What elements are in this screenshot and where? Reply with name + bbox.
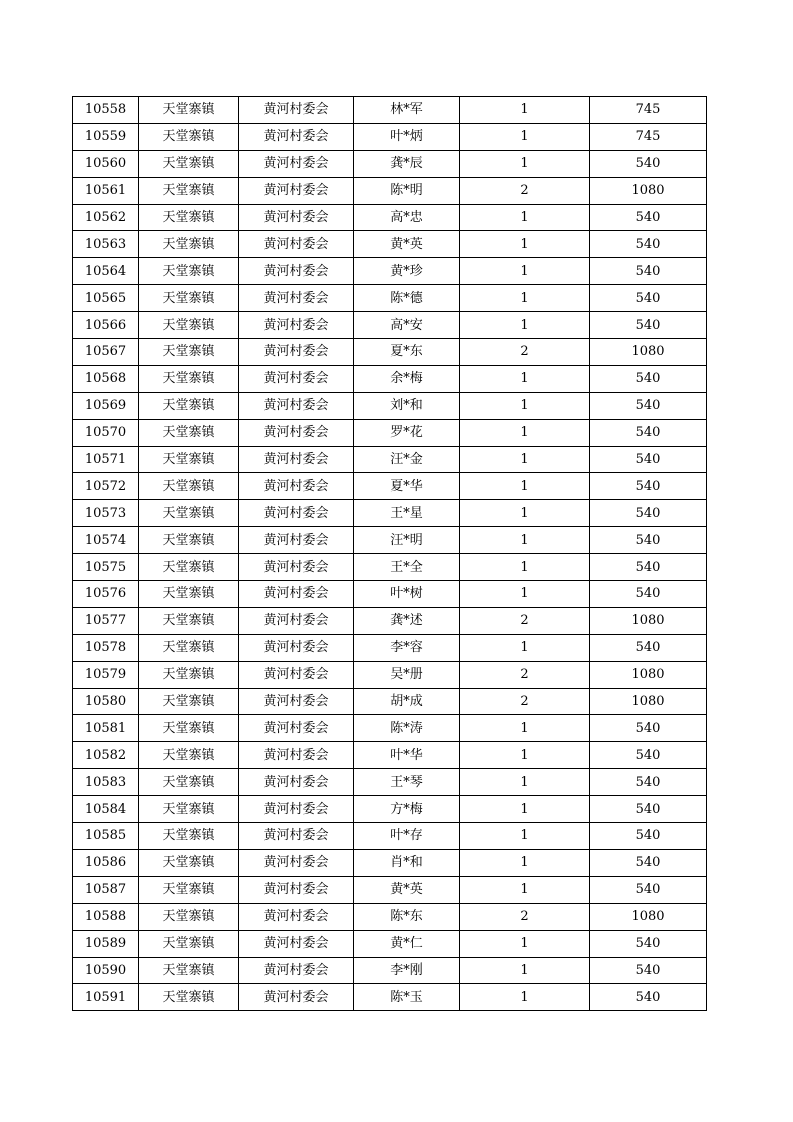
household-count-cell: 1 [460,715,590,742]
table-row [73,339,707,366]
serial-number-cell: 10578 [73,634,139,661]
amount-cell: 540 [590,204,707,231]
table-row [73,554,707,581]
amount-cell: 540 [590,876,707,903]
serial-number-cell: 10559 [73,123,139,150]
village-committee-cell: 黄河村委会 [239,769,354,796]
table-row [73,823,707,850]
serial-number-cell: 10579 [73,661,139,688]
town-cell: 天堂寨镇 [139,177,239,204]
amount-cell: 540 [590,581,707,608]
household-count-cell: 1 [460,957,590,984]
household-count-cell: 1 [460,473,590,500]
amount-cell: 540 [590,473,707,500]
village-committee-cell: 黄河村委会 [239,849,354,876]
name-cell: 陈*明 [354,177,460,204]
name-cell: 陈*玉 [354,984,460,1011]
village-committee-cell: 黄河村委会 [239,285,354,312]
serial-number-cell: 10568 [73,365,139,392]
town-cell: 天堂寨镇 [139,150,239,177]
serial-number-cell: 10573 [73,500,139,527]
household-count-cell: 1 [460,876,590,903]
serial-number-cell: 10563 [73,231,139,258]
household-count-cell: 1 [460,581,590,608]
table-row [73,500,707,527]
serial-number-cell: 10580 [73,688,139,715]
amount-cell: 540 [590,258,707,285]
town-cell: 天堂寨镇 [139,473,239,500]
household-count-cell: 2 [460,177,590,204]
table-row [73,957,707,984]
table-row [73,796,707,823]
household-count-cell: 1 [460,285,590,312]
table-row [73,715,707,742]
town-cell: 天堂寨镇 [139,849,239,876]
amount-cell: 1080 [590,339,707,366]
name-cell: 陈*德 [354,285,460,312]
town-cell: 天堂寨镇 [139,607,239,634]
household-count-cell: 1 [460,312,590,339]
town-cell: 天堂寨镇 [139,823,239,850]
amount-cell: 540 [590,392,707,419]
household-count-cell: 2 [460,339,590,366]
town-cell: 天堂寨镇 [139,97,239,124]
table-row [73,688,707,715]
household-count-cell: 1 [460,527,590,554]
amount-cell: 540 [590,150,707,177]
village-committee-cell: 黄河村委会 [239,177,354,204]
name-cell: 吴*册 [354,661,460,688]
town-cell: 天堂寨镇 [139,258,239,285]
town-cell: 天堂寨镇 [139,365,239,392]
amount-cell: 1080 [590,607,707,634]
serial-number-cell: 10584 [73,796,139,823]
name-cell: 龚*述 [354,607,460,634]
household-count-cell: 1 [460,634,590,661]
household-count-cell: 1 [460,123,590,150]
table-row [73,150,707,177]
household-count-cell: 1 [460,796,590,823]
name-cell: 黄*珍 [354,258,460,285]
amount-cell: 540 [590,796,707,823]
amount-cell: 1080 [590,903,707,930]
amount-cell: 540 [590,554,707,581]
amount-cell: 540 [590,715,707,742]
table-row [73,123,707,150]
serial-number-cell: 10582 [73,742,139,769]
serial-number-cell: 10589 [73,930,139,957]
name-cell: 肖*和 [354,849,460,876]
name-cell: 叶*树 [354,581,460,608]
serial-number-cell: 10569 [73,392,139,419]
name-cell: 王*琴 [354,769,460,796]
serial-number-cell: 10591 [73,984,139,1011]
name-cell: 黄*英 [354,231,460,258]
serial-number-cell: 10577 [73,607,139,634]
village-committee-cell: 黄河村委会 [239,231,354,258]
amount-cell: 540 [590,849,707,876]
town-cell: 天堂寨镇 [139,769,239,796]
serial-number-cell: 10564 [73,258,139,285]
household-count-cell: 1 [460,742,590,769]
serial-number-cell: 10576 [73,581,139,608]
name-cell: 黄*仁 [354,930,460,957]
town-cell: 天堂寨镇 [139,527,239,554]
table-row [73,876,707,903]
village-committee-cell: 黄河村委会 [239,661,354,688]
table-row [73,446,707,473]
town-cell: 天堂寨镇 [139,500,239,527]
serial-number-cell: 10571 [73,446,139,473]
serial-number-cell: 10575 [73,554,139,581]
serial-number-cell: 10572 [73,473,139,500]
serial-number-cell: 10574 [73,527,139,554]
table-row [73,661,707,688]
serial-number-cell: 10567 [73,339,139,366]
amount-cell: 540 [590,285,707,312]
town-cell: 天堂寨镇 [139,715,239,742]
name-cell: 罗*花 [354,419,460,446]
town-cell: 天堂寨镇 [139,581,239,608]
village-committee-cell: 黄河村委会 [239,581,354,608]
town-cell: 天堂寨镇 [139,984,239,1011]
household-count-cell: 2 [460,661,590,688]
village-committee-cell: 黄河村委会 [239,419,354,446]
amount-cell: 540 [590,500,707,527]
household-count-cell: 1 [460,446,590,473]
village-committee-cell: 黄河村委会 [239,554,354,581]
serial-number-cell: 10586 [73,849,139,876]
amount-cell: 1080 [590,177,707,204]
name-cell: 叶*炳 [354,123,460,150]
household-count-cell: 2 [460,903,590,930]
household-count-cell: 1 [460,554,590,581]
name-cell: 龚*辰 [354,150,460,177]
amount-cell: 540 [590,231,707,258]
name-cell: 胡*成 [354,688,460,715]
village-committee-cell: 黄河村委会 [239,823,354,850]
household-count-cell: 1 [460,419,590,446]
serial-number-cell: 10570 [73,419,139,446]
town-cell: 天堂寨镇 [139,688,239,715]
table-row [73,903,707,930]
table-row [73,97,707,124]
town-cell: 天堂寨镇 [139,796,239,823]
serial-number-cell: 10558 [73,97,139,124]
name-cell: 夏*华 [354,473,460,500]
table-row [73,177,707,204]
name-cell: 陈*东 [354,903,460,930]
town-cell: 天堂寨镇 [139,339,239,366]
table-row [73,930,707,957]
name-cell: 汪*明 [354,527,460,554]
amount-cell: 540 [590,769,707,796]
village-committee-cell: 黄河村委会 [239,312,354,339]
village-committee-cell: 黄河村委会 [239,150,354,177]
household-count-cell: 1 [460,258,590,285]
table-row [73,607,707,634]
amount-cell: 1080 [590,688,707,715]
serial-number-cell: 10562 [73,204,139,231]
village-committee-cell: 黄河村委会 [239,97,354,124]
table-row [73,742,707,769]
household-count-cell: 2 [460,607,590,634]
village-committee-cell: 黄河村委会 [239,715,354,742]
town-cell: 天堂寨镇 [139,957,239,984]
name-cell: 高*安 [354,312,460,339]
name-cell: 叶*存 [354,823,460,850]
amount-cell: 540 [590,419,707,446]
household-count-cell: 1 [460,231,590,258]
serial-number-cell: 10587 [73,876,139,903]
household-count-cell: 1 [460,97,590,124]
village-committee-cell: 黄河村委会 [239,984,354,1011]
amount-cell: 540 [590,930,707,957]
table-row [73,312,707,339]
amount-cell: 1080 [590,661,707,688]
town-cell: 天堂寨镇 [139,661,239,688]
name-cell: 夏*东 [354,339,460,366]
amount-cell: 540 [590,984,707,1011]
town-cell: 天堂寨镇 [139,446,239,473]
village-committee-cell: 黄河村委会 [239,446,354,473]
town-cell: 天堂寨镇 [139,392,239,419]
name-cell: 黄*英 [354,876,460,903]
village-committee-cell: 黄河村委会 [239,392,354,419]
serial-number-cell: 10585 [73,823,139,850]
amount-cell: 540 [590,446,707,473]
name-cell: 李*刚 [354,957,460,984]
table-row [73,581,707,608]
household-count-cell: 1 [460,150,590,177]
household-count-cell: 1 [460,984,590,1011]
name-cell: 林*军 [354,97,460,124]
name-cell: 余*梅 [354,365,460,392]
name-cell: 叶*华 [354,742,460,769]
household-count-cell: 1 [460,392,590,419]
household-count-cell: 1 [460,769,590,796]
amount-cell: 540 [590,957,707,984]
amount-cell: 540 [590,365,707,392]
town-cell: 天堂寨镇 [139,123,239,150]
serial-number-cell: 10566 [73,312,139,339]
village-committee-cell: 黄河村委会 [239,500,354,527]
serial-number-cell: 10588 [73,903,139,930]
name-cell: 高*忠 [354,204,460,231]
village-committee-cell: 黄河村委会 [239,123,354,150]
table-row [73,258,707,285]
name-cell: 王*全 [354,554,460,581]
village-committee-cell: 黄河村委会 [239,258,354,285]
serial-number-cell: 10560 [73,150,139,177]
serial-number-cell: 10583 [73,769,139,796]
table-row [73,419,707,446]
serial-number-cell: 10561 [73,177,139,204]
town-cell: 天堂寨镇 [139,930,239,957]
town-cell: 天堂寨镇 [139,634,239,661]
name-cell: 刘*和 [354,392,460,419]
village-committee-cell: 黄河村委会 [239,796,354,823]
table-row [73,392,707,419]
village-committee-cell: 黄河村委会 [239,527,354,554]
amount-cell: 540 [590,742,707,769]
town-cell: 天堂寨镇 [139,419,239,446]
name-cell: 王*星 [354,500,460,527]
amount-cell: 540 [590,312,707,339]
serial-number-cell: 10581 [73,715,139,742]
village-committee-cell: 黄河村委会 [239,930,354,957]
village-committee-cell: 黄河村委会 [239,473,354,500]
town-cell: 天堂寨镇 [139,204,239,231]
table-row [73,769,707,796]
village-committee-cell: 黄河村委会 [239,607,354,634]
name-cell: 李*容 [354,634,460,661]
town-cell: 天堂寨镇 [139,231,239,258]
table-row [73,473,707,500]
table-body [73,97,707,1011]
household-count-cell: 1 [460,204,590,231]
household-count-cell: 1 [460,849,590,876]
town-cell: 天堂寨镇 [139,285,239,312]
amount-cell: 745 [590,97,707,124]
town-cell: 天堂寨镇 [139,742,239,769]
household-count-cell: 2 [460,688,590,715]
household-count-cell: 1 [460,823,590,850]
town-cell: 天堂寨镇 [139,554,239,581]
data-table [72,96,707,1011]
village-committee-cell: 黄河村委会 [239,742,354,769]
village-committee-cell: 黄河村委会 [239,339,354,366]
household-count-cell: 1 [460,930,590,957]
village-committee-cell: 黄河村委会 [239,634,354,661]
town-cell: 天堂寨镇 [139,876,239,903]
town-cell: 天堂寨镇 [139,903,239,930]
name-cell: 汪*金 [354,446,460,473]
village-committee-cell: 黄河村委会 [239,957,354,984]
village-committee-cell: 黄河村委会 [239,365,354,392]
name-cell: 陈*涛 [354,715,460,742]
table-row [73,634,707,661]
amount-cell: 745 [590,123,707,150]
village-committee-cell: 黄河村委会 [239,204,354,231]
household-count-cell: 1 [460,365,590,392]
village-committee-cell: 黄河村委会 [239,876,354,903]
table-row [73,527,707,554]
town-cell: 天堂寨镇 [139,312,239,339]
table-row [73,849,707,876]
table-row [73,984,707,1011]
amount-cell: 540 [590,527,707,554]
name-cell: 方*梅 [354,796,460,823]
serial-number-cell: 10565 [73,285,139,312]
amount-cell: 540 [590,634,707,661]
table-row [73,365,707,392]
table-row [73,285,707,312]
village-committee-cell: 黄河村委会 [239,903,354,930]
amount-cell: 540 [590,823,707,850]
table-row [73,231,707,258]
serial-number-cell: 10590 [73,957,139,984]
village-committee-cell: 黄河村委会 [239,688,354,715]
household-count-cell: 1 [460,500,590,527]
table-row [73,204,707,231]
